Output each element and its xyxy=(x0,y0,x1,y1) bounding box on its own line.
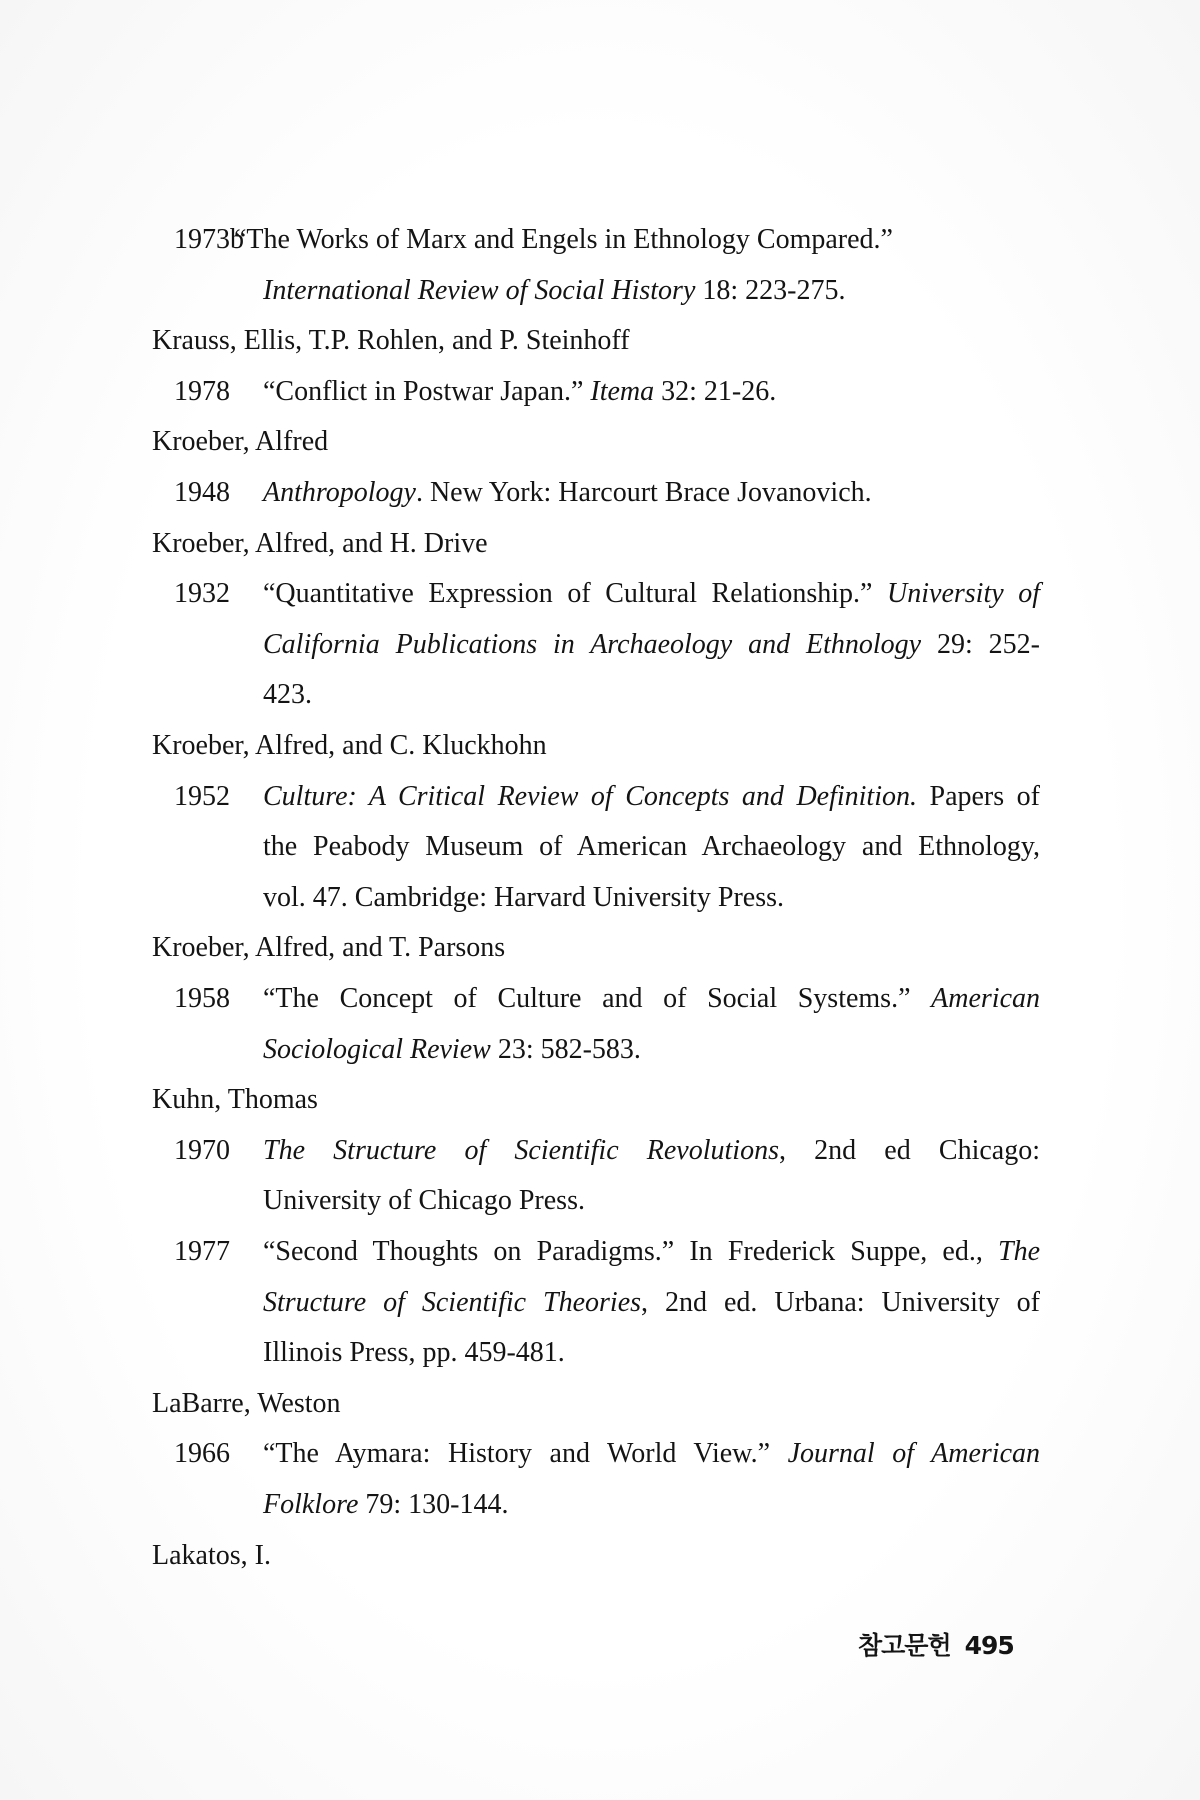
reference-author: Lakatos, I. xyxy=(152,1539,271,1571)
reference-text: “The Aymara: History and World View.” xyxy=(263,1438,788,1470)
reference-year: 1970 xyxy=(174,1134,230,1166)
reference-text-line xyxy=(263,827,1040,867)
italic-title: International Review of Social History xyxy=(263,274,696,306)
reference-text-line xyxy=(263,1030,1040,1070)
reference-text: , 2nd ed. Urbana: University of xyxy=(641,1286,1040,1318)
reference-author: Kroeber, Alfred, and H. Drive xyxy=(152,527,488,559)
reference-text-line xyxy=(263,1232,1040,1272)
reference-text: 423. xyxy=(263,679,312,711)
reference-text-line xyxy=(263,979,1040,1019)
reference-text: Papers of xyxy=(917,780,1040,812)
reference-author: Kroeber, Alfred xyxy=(152,426,329,458)
reference-text: University of Chicago Press. xyxy=(263,1185,585,1217)
section-title: 참고문헌 xyxy=(858,1631,951,1660)
reference-text: Illinois Press, pp. 459-481. xyxy=(263,1337,565,1369)
reference-text: 32: 21-26. xyxy=(654,375,777,407)
reference-year: 1932 xyxy=(174,578,230,610)
reference-text-line xyxy=(263,1434,1040,1474)
italic-title: The Structure of Scientific Revolutions xyxy=(263,1134,779,1166)
reference-text: “The Works of Marx and Engels in Ethnology Compared.” xyxy=(234,224,893,255)
reference-text: vol. 47. Cambridge: Harvard University Press. xyxy=(263,881,785,913)
italic-title: American xyxy=(931,983,1040,1014)
reference-text: the Peabody Museum of American Archaeology and Ethnology, xyxy=(263,831,1040,863)
italic-title: Journal of American xyxy=(787,1438,1040,1470)
reference-text-line xyxy=(263,271,1040,311)
reference-author: LaBarre, Weston xyxy=(152,1387,341,1419)
reference-text: , 2nd ed Chicago: xyxy=(778,1134,1040,1166)
reference-text: “Quantitative Expression of Cultural Relationship.” xyxy=(263,578,888,610)
reference-text: 29: 252- xyxy=(921,628,1041,660)
italic-title: Sociological Review xyxy=(263,1033,491,1065)
reference-text: 18: 223-275. xyxy=(695,274,846,306)
reference-year: 1978 xyxy=(174,375,230,407)
reference-text-line xyxy=(263,372,1040,412)
reference-text-line xyxy=(234,220,1040,260)
reference-author: Kroeber, Alfred, and C. Kluckhohn xyxy=(152,730,547,761)
reference-year: 1952 xyxy=(174,780,230,812)
reference-year: 1958 xyxy=(174,983,230,1014)
italic-title: The xyxy=(998,1236,1040,1267)
italic-title: California Publications in Archaeology and Ethnology xyxy=(263,628,922,660)
reference-text: “The Concept of Culture and of Social Systems.” xyxy=(263,983,932,1014)
reference-text-line xyxy=(263,1333,1040,1373)
reference-author: Kroeber, Alfred, and T. Parsons xyxy=(152,932,506,964)
reference-year: 1977 xyxy=(174,1236,230,1267)
reference-text-line xyxy=(263,777,1040,817)
reference-text: . New York: Harcourt Brace Jovanovich. xyxy=(415,477,872,508)
italic-title: Culture: A Critical Review of Concepts and Definition. xyxy=(263,780,917,812)
reference-text-line xyxy=(263,1485,1040,1525)
reference-text: 23: 582-583. xyxy=(490,1033,641,1065)
reference-text: 79: 130-144. xyxy=(358,1489,509,1520)
reference-text-line xyxy=(263,675,1040,715)
reference-text-line xyxy=(263,1181,1040,1221)
reference-text-line xyxy=(263,1283,1040,1323)
reference-year: 1948 xyxy=(174,477,230,508)
italic-title: Folklore xyxy=(263,1489,359,1520)
reference-text: “Second Thoughts on Paradigms.” In Frederick Suppe, ed., xyxy=(263,1236,998,1267)
reference-text-line xyxy=(263,878,1040,918)
reference-text-line xyxy=(263,574,1040,614)
italic-title: University of xyxy=(887,578,1040,610)
reference-text: “Conflict in Postwar Japan.” xyxy=(263,375,591,407)
reference-year: 1973b xyxy=(174,224,244,255)
reference-text-line xyxy=(263,625,1040,665)
italic-title: Structure of Scientific Theories xyxy=(263,1286,642,1318)
reference-text-line xyxy=(263,1131,1040,1171)
reference-author: Krauss, Ellis, T.P. Rohlen, and P. Steinhoff xyxy=(152,325,630,357)
italic-title: Itema xyxy=(590,375,655,407)
reference-author: Kuhn, Thomas xyxy=(152,1084,318,1116)
page-number: 495 xyxy=(964,1631,1014,1660)
reference-year: 1966 xyxy=(174,1438,230,1470)
reference-text-line xyxy=(263,473,1040,513)
italic-title: Anthropology xyxy=(263,477,416,508)
page-footer xyxy=(858,1626,1014,1662)
